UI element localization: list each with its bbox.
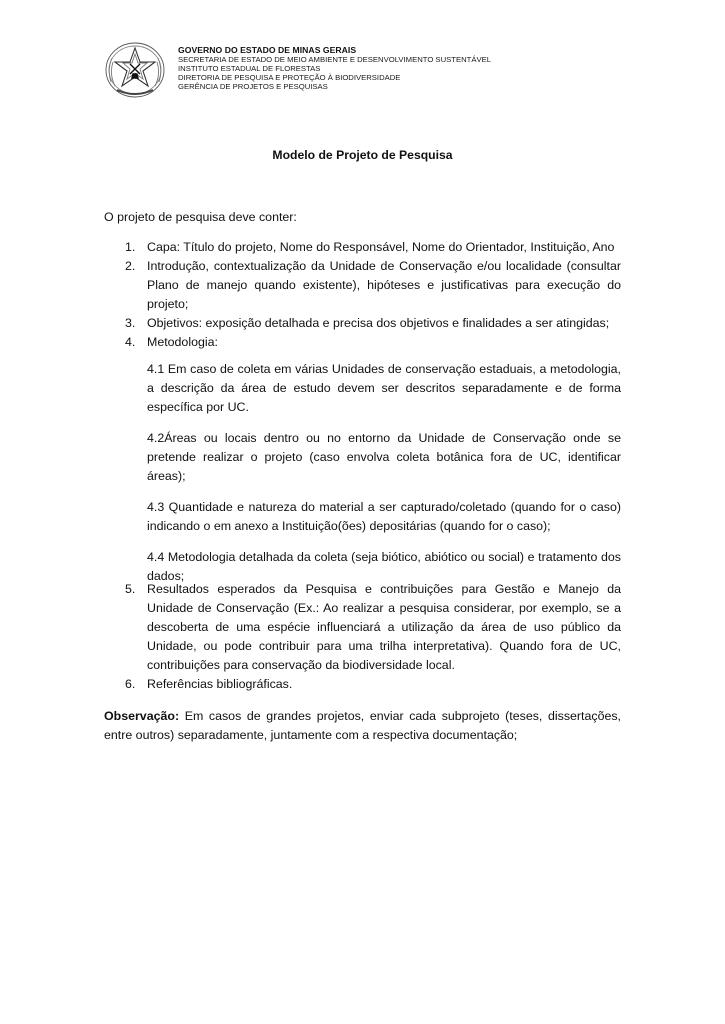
intro-text: O projeto de pesquisa deve conter: bbox=[104, 210, 297, 224]
management-name: GERÊNCIA DE PROJETOS E PESQUISAS bbox=[178, 82, 328, 91]
list-item-text: Objetivos: exposição detalhada e precisa dos objetivos e finalidades a ser atingidas; bbox=[147, 316, 610, 330]
observation-paragraph bbox=[104, 707, 621, 745]
institute-name: INSTITUTO ESTADUAL DE FLORESTAS bbox=[178, 64, 321, 73]
list-item-text: Metodologia: bbox=[147, 335, 218, 349]
methodology-subitems bbox=[147, 360, 621, 586]
list-number: 3. bbox=[125, 316, 136, 330]
list-item-text: Introdução, contextualização da Unidade de Conservação e/ou localidade (consultar Plano de manejo quando existente), hipóteses e justificativas para execução do projeto; bbox=[147, 259, 621, 311]
subitem: 4.1 Em caso de coleta em várias Unidades de conservação estaduais, a metodologia, a descrição da área de estudo devem ser descritos separadamente e de forma específica por UC. bbox=[147, 362, 621, 414]
requirements-list bbox=[104, 238, 621, 598]
list-item bbox=[104, 675, 621, 694]
document-title: Modelo de Projeto de Pesquisa bbox=[272, 148, 453, 162]
list-item bbox=[104, 314, 621, 333]
state-coat-of-arms-icon bbox=[103, 40, 167, 100]
list-item bbox=[104, 333, 621, 586]
list-number: 2. bbox=[125, 259, 136, 273]
observation-label: Observação: bbox=[104, 709, 180, 723]
list-number: 6. bbox=[125, 677, 136, 691]
list-number: 1. bbox=[125, 240, 136, 254]
subitem: 4.3 Quantidade e natureza do material a ser capturado/coletado (quando for o caso) indicando o em anexo a Instituição(ões) depositárias (quando for o caso); bbox=[147, 500, 621, 533]
directorate-name: DIRETORIA DE PESQUISA E PROTEÇÃO À BIODIVERSIDADE bbox=[178, 73, 401, 82]
requirements-list-continued bbox=[104, 580, 621, 694]
list-item-text: Resultados esperados da Pesquisa e contribuições para Gestão e Manejo da Unidade de Conservação (Ex.: Ao realizar a pesquisa considerar, por exemplo, se a descoberta de uma espécie influenciará a utilização da área de uso público da Unidade, ou pode contribuir para uma trilha interpretativa). Quando fora de UC, contribuições para conservação da biodiversidade local. bbox=[147, 582, 621, 672]
subitem: 4.2Áreas ou locais dentro ou no entorno da Unidade de Conservação onde se pretende realizar o projeto (caso envolva coleta botânica fora de UC, identificar áreas); bbox=[147, 431, 621, 483]
list-item-text: Capa: Título do projeto, Nome do Responsável, Nome do Orientador, Instituição, Ano bbox=[147, 240, 615, 254]
government-name: GOVERNO DO ESTADO DE MINAS GERAIS bbox=[178, 45, 357, 55]
subitem: 4.4 Metodologia detalhada da coleta (seja biótico, abiótico ou social) e tratamento dos dados; bbox=[147, 550, 621, 583]
letterhead bbox=[178, 45, 491, 91]
list-item-text: Referências bibliográficas. bbox=[147, 677, 293, 691]
list-number: 5. bbox=[125, 582, 136, 596]
list-item bbox=[104, 257, 621, 314]
list-number: 4. bbox=[125, 335, 136, 349]
observation-text: Em casos de grandes projetos, enviar cada subprojeto (teses, dissertações, entre outros) separadamente, juntamente com a respectiva documentação; bbox=[104, 709, 621, 742]
list-item bbox=[104, 238, 621, 257]
list-item bbox=[104, 580, 621, 675]
secretariat-name: SECRETARIA DE ESTADO DE MEIO AMBIENTE E DESENVOLVIMENTO SUSTENTÁVEL bbox=[178, 55, 491, 64]
